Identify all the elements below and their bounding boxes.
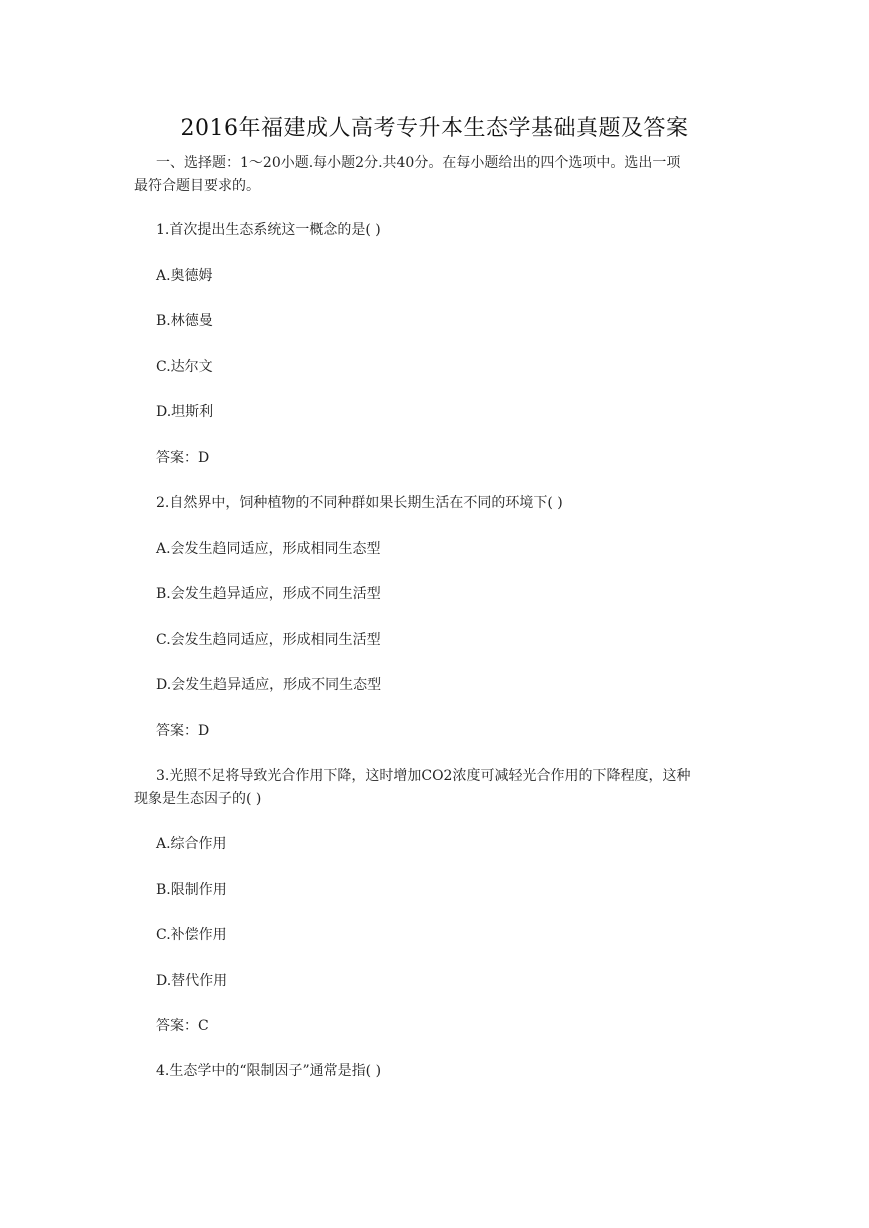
question-2-option-a: A.会发生趋同适应，形成相同生态型 (156, 541, 381, 557)
question-3-option-b: B.限制作用 (156, 882, 227, 898)
question-3-answer: 答案：C (156, 1018, 209, 1034)
question-4-stem: 4.生态学中的“限制因子”通常是指( ) (156, 1063, 382, 1079)
question-1-option-b: B.林德曼 (156, 313, 213, 329)
question-3-stem-line-2: 现象是生态因子的( ) (134, 791, 262, 807)
instructions-line-1: 一、选择题：1～20小题.每小题2分.共40分。在每小题给出的四个选项中。选出一项 (156, 155, 681, 171)
question-1-option-c: C.达尔文 (156, 359, 213, 375)
question-1-stem: 1.首次提出生态系统这一概念的是( ) (156, 222, 381, 238)
document-title: 2016年福建成人高考专升本生态学基础真题及答案 (180, 116, 689, 141)
question-1-option-a: A.奥德姆 (156, 268, 213, 284)
question-2-stem: 2.自然界中，饲种植物的不同种群如果长期生活在不同的环境下( ) (156, 495, 563, 511)
instructions-line-2: 最符合题目要求的。 (134, 178, 260, 194)
question-3-option-d: D.替代作用 (156, 973, 228, 989)
question-2-option-c: C.会发生趋同适应，形成相同生活型 (156, 632, 381, 648)
question-2-option-d: D.会发生趋异适应，形成不同生态型 (156, 677, 382, 693)
question-2-answer: 答案：D (156, 723, 210, 739)
question-2-option-b: B.会发生趋异适应，形成不同生活型 (156, 586, 381, 602)
question-3-stem-line-1: 3.光照不足将导致光合作用下降，这时增加CO2浓度可减轻光合作用的下降程度，这种 (156, 768, 691, 784)
question-3-option-a: A.综合作用 (156, 836, 227, 852)
question-3-option-c: C.补偿作用 (156, 927, 227, 943)
question-1-answer: 答案：D (156, 450, 210, 466)
question-1-option-d: D.坦斯利 (156, 404, 214, 420)
